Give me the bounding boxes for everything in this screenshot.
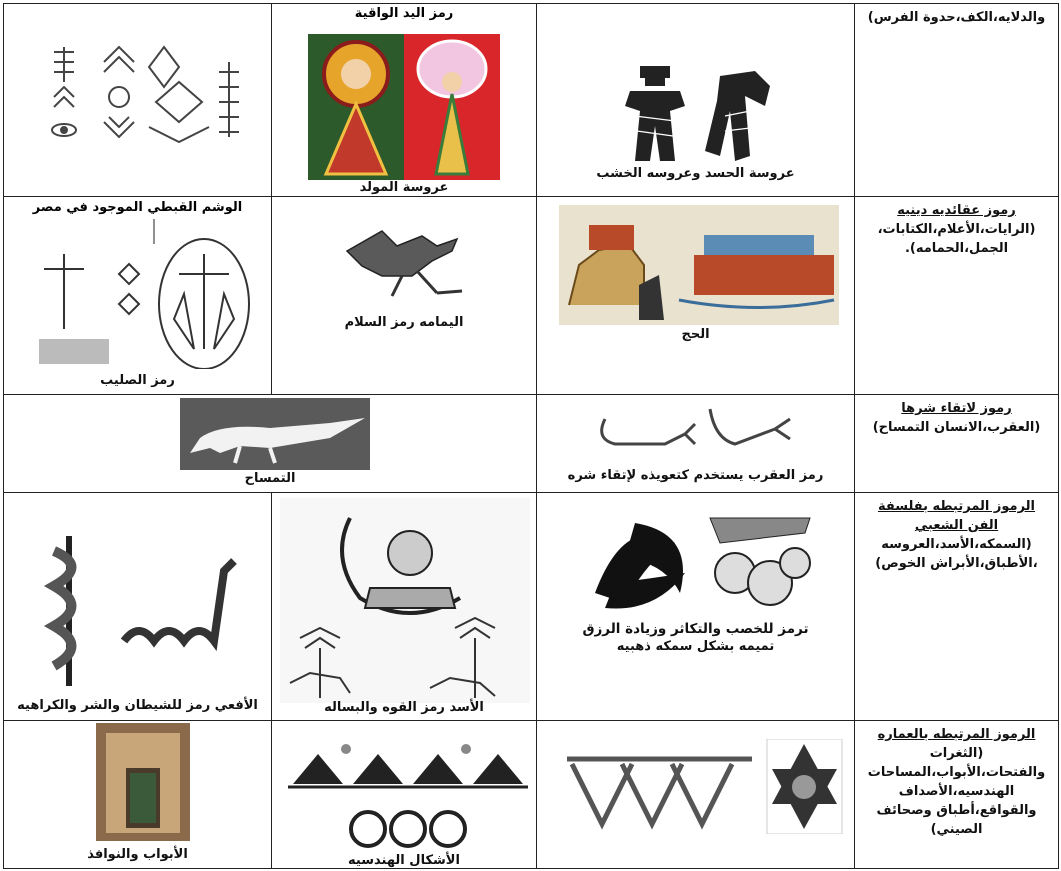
category-religious bbox=[855, 197, 1059, 395]
dove-caption: اليمامه رمز السلام bbox=[344, 315, 464, 330]
ornament-patterns-image bbox=[44, 42, 254, 147]
table-row bbox=[4, 395, 1059, 493]
cross-symbol-caption: رمز الصليب bbox=[100, 373, 175, 388]
scorpion-image bbox=[595, 399, 795, 459]
hajj-caption: الحج bbox=[681, 327, 710, 342]
category-folk-art-items: (السمكه،الأسد،العروسه ،الأطباق،الأبراش الخوص) bbox=[875, 537, 1038, 571]
fish-caption-line1: ترمز للخصب والتكاثر وزيادة الرزق bbox=[582, 621, 809, 637]
moulid-doll-images bbox=[308, 34, 500, 180]
star-pattern-image bbox=[562, 739, 852, 834]
geometric-shapes-image bbox=[288, 729, 528, 854]
category-avert-evil-title: رموز لاتقاء شرها bbox=[901, 401, 1012, 416]
crocodile-caption: التمساح bbox=[244, 471, 296, 486]
cell-star-pattern bbox=[537, 721, 855, 869]
category-architecture-title: الرموز المرتبطه بالعماره bbox=[877, 727, 1036, 742]
category-architecture-items: (الثغرات والفتحات،الأبواب،المساحات الهندسيه،الأصداف والقواقع،أطباق وصحائف الصيني) bbox=[867, 746, 1046, 837]
geometric-caption: الأشكال الهندسيه bbox=[348, 853, 460, 868]
crocodile-image bbox=[180, 398, 370, 470]
coptic-cross-tattoo-image bbox=[34, 219, 254, 369]
cell-hajj bbox=[537, 197, 855, 395]
table-row bbox=[4, 4, 1059, 197]
snake-image bbox=[29, 531, 244, 691]
cell-dove bbox=[272, 197, 537, 395]
scorpion-caption: رمز العقرب يستخدم كتعويذه لإتقاء شره bbox=[567, 468, 824, 483]
category-folk-art bbox=[855, 493, 1059, 721]
lion-image bbox=[280, 498, 530, 703]
protective-hand-title: رمز اليد الواقية bbox=[354, 6, 454, 21]
cell-scorpion bbox=[537, 395, 855, 493]
envy-doll-caption: عروسة الحسد وعروسه الخشب bbox=[596, 166, 795, 181]
table-row bbox=[4, 493, 1059, 721]
category-folk-art-title: الرموز المرتبطه بفلسفة الفن الشعبي bbox=[877, 499, 1036, 533]
dove-image bbox=[342, 221, 472, 301]
hajj-painting-image bbox=[559, 205, 839, 325]
doors-windows-caption: الأبواب والنوافذ bbox=[87, 847, 188, 862]
category-religious-title: رموز عقائديه دينيه bbox=[897, 203, 1016, 218]
cell-lion bbox=[272, 493, 537, 721]
table-row bbox=[4, 721, 1059, 869]
category-avert-evil-items: (العقرب،الانسان التمساح) bbox=[872, 420, 1041, 435]
cell-protective-hand bbox=[272, 4, 537, 197]
fish-amulet-image bbox=[585, 503, 815, 613]
envy-doll-image bbox=[625, 66, 775, 166]
lion-caption: الأسد رمز القوه والبساله bbox=[324, 700, 484, 715]
cell-crocodile bbox=[4, 395, 537, 493]
cell-geometric bbox=[272, 721, 537, 869]
coptic-tattoo-title: الوشم القبطي الموجود في مصر bbox=[32, 200, 243, 215]
cell-snake bbox=[4, 493, 272, 721]
cell-coptic-tattoo bbox=[4, 197, 272, 395]
category-protection-text: والدلايه،الكف،حدوة الفرس) bbox=[867, 10, 1046, 25]
cell-envy-doll bbox=[537, 4, 855, 197]
moulid-doll-caption: عروسة المولد bbox=[359, 180, 449, 195]
category-protection bbox=[855, 4, 1059, 197]
symbols-table bbox=[3, 3, 1059, 869]
cell-ornaments bbox=[4, 4, 272, 197]
door-window-image bbox=[96, 723, 190, 841]
category-religious-items: (الرايات،الأعلام،الكتابات، الجمل،الحمامه). bbox=[877, 222, 1036, 256]
category-architecture bbox=[855, 721, 1059, 869]
category-avert-evil bbox=[855, 395, 1059, 493]
table-row bbox=[4, 197, 1059, 395]
fish-caption-line2: تميمه بشكل سمكه ذهبيه bbox=[616, 639, 775, 654]
cell-doors-windows bbox=[4, 721, 272, 869]
snake-caption: الأفعي رمز للشيطان والشر والكراهيه bbox=[17, 698, 258, 713]
cell-fish-amulet bbox=[537, 493, 855, 721]
